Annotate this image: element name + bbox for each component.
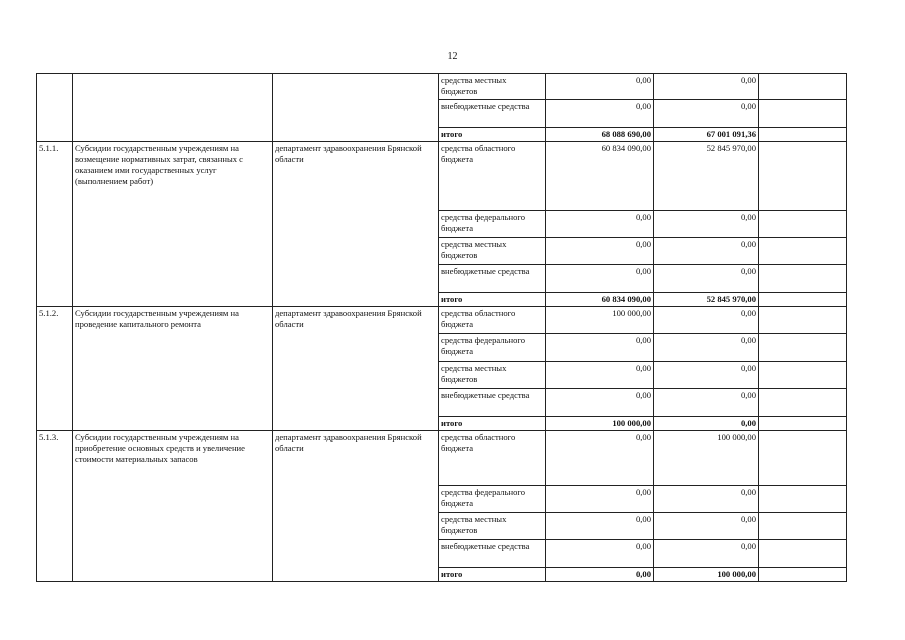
- funding-source: внебюджетные средства: [439, 540, 546, 568]
- value-year-1: 0,00: [546, 486, 654, 513]
- value-year-2: 0,00: [654, 211, 759, 238]
- empty-cell: [759, 334, 847, 362]
- total-year-2: 100 000,00: [654, 568, 759, 582]
- table-row: [37, 307, 847, 334]
- empty-cell: [759, 486, 847, 513]
- funding-source: средства местных бюджетов: [439, 238, 546, 265]
- funding-source: внебюджетные средства: [439, 389, 546, 417]
- value-year-2: 0,00: [654, 362, 759, 389]
- measure-name-cell: [73, 74, 273, 142]
- funding-source: внебюджетные средства: [439, 265, 546, 293]
- value-year-2: 0,00: [654, 74, 759, 100]
- value-year-2: 52 845 970,00: [654, 142, 759, 211]
- total-year-1: 68 088 690,00: [546, 128, 654, 142]
- funding-source: средства областного бюджета: [439, 431, 546, 486]
- empty-cell: [759, 568, 847, 582]
- executor-cell: [273, 74, 439, 142]
- value-year-1: 0,00: [546, 431, 654, 486]
- empty-cell: [759, 540, 847, 568]
- funding-source: итого: [439, 293, 546, 307]
- value-year-1: 0,00: [546, 362, 654, 389]
- value-year-2: 0,00: [654, 100, 759, 128]
- funding-source: средства федерального бюджета: [439, 211, 546, 238]
- measure-name-cell: Субсидии государственным учреждениям на приобретение основных средств и увеличение стоимости материальных запасов: [73, 431, 273, 582]
- page-number: 12: [447, 51, 458, 62]
- value-year-2: 100 000,00: [654, 431, 759, 486]
- empty-cell: [759, 142, 847, 211]
- empty-cell: [759, 238, 847, 265]
- index-cell: 5.1.2.: [37, 307, 73, 431]
- empty-cell: [759, 307, 847, 334]
- empty-cell: [759, 389, 847, 417]
- value-year-1: 0,00: [546, 334, 654, 362]
- index-cell: 5.1.3.: [37, 431, 73, 582]
- funding-source: итого: [439, 417, 546, 431]
- value-year-1: 0,00: [546, 238, 654, 265]
- value-year-2: 0,00: [654, 540, 759, 568]
- value-year-2: 0,00: [654, 238, 759, 265]
- value-year-1: 100 000,00: [546, 307, 654, 334]
- executor-cell: департамент здравоохранения Брянской области: [273, 307, 439, 431]
- budget-table: [36, 73, 847, 582]
- measure-name-cell: Субсидии государственным учреждениям на возмещение нормативных затрат, связанных с оказанием ими государственных услуг (выполнением работ): [73, 142, 273, 307]
- value-year-2: 0,00: [654, 486, 759, 513]
- value-year-1: 0,00: [546, 389, 654, 417]
- funding-source: средства местных бюджетов: [439, 362, 546, 389]
- empty-cell: [759, 362, 847, 389]
- table-row: [37, 431, 847, 486]
- funding-source: средства федерального бюджета: [439, 486, 546, 513]
- total-year-2: 0,00: [654, 417, 759, 431]
- executor-cell: департамент здравоохранения Брянской области: [273, 431, 439, 582]
- empty-cell: [759, 100, 847, 128]
- funding-source: итого: [439, 128, 546, 142]
- value-year-1: 0,00: [546, 540, 654, 568]
- value-year-2: 0,00: [654, 513, 759, 540]
- empty-cell: [759, 265, 847, 293]
- empty-cell: [759, 128, 847, 142]
- index-cell: 5.1.1.: [37, 142, 73, 307]
- value-year-2: 0,00: [654, 389, 759, 417]
- funding-source: внебюджетные средства: [439, 100, 546, 128]
- measure-name-cell: Субсидии государственным учреждениям на проведение капитального ремонта: [73, 307, 273, 431]
- value-year-1: 0,00: [546, 74, 654, 100]
- value-year-1: 60 834 090,00: [546, 142, 654, 211]
- empty-cell: [759, 513, 847, 540]
- empty-cell: [759, 74, 847, 100]
- index-cell: [37, 74, 73, 142]
- table-row: [37, 142, 847, 211]
- value-year-2: 0,00: [654, 334, 759, 362]
- value-year-1: 0,00: [546, 211, 654, 238]
- table-row: [37, 74, 847, 100]
- total-year-2: 52 845 970,00: [654, 293, 759, 307]
- empty-cell: [759, 211, 847, 238]
- funding-source: средства местных бюджетов: [439, 513, 546, 540]
- total-year-1: 100 000,00: [546, 417, 654, 431]
- value-year-2: 0,00: [654, 307, 759, 334]
- empty-cell: [759, 431, 847, 486]
- funding-source: средства областного бюджета: [439, 307, 546, 334]
- value-year-1: 0,00: [546, 265, 654, 293]
- funding-source: средства областного бюджета: [439, 142, 546, 211]
- funding-source: средства местных бюджетов: [439, 74, 546, 100]
- value-year-1: 0,00: [546, 100, 654, 128]
- total-year-1: 0,00: [546, 568, 654, 582]
- value-year-1: 0,00: [546, 513, 654, 540]
- total-year-2: 67 001 091,36: [654, 128, 759, 142]
- empty-cell: [759, 417, 847, 431]
- value-year-2: 0,00: [654, 265, 759, 293]
- funding-source: итого: [439, 568, 546, 582]
- empty-cell: [759, 293, 847, 307]
- total-year-1: 60 834 090,00: [546, 293, 654, 307]
- funding-source: средства федерального бюджета: [439, 334, 546, 362]
- executor-cell: департамент здравоохранения Брянской области: [273, 142, 439, 307]
